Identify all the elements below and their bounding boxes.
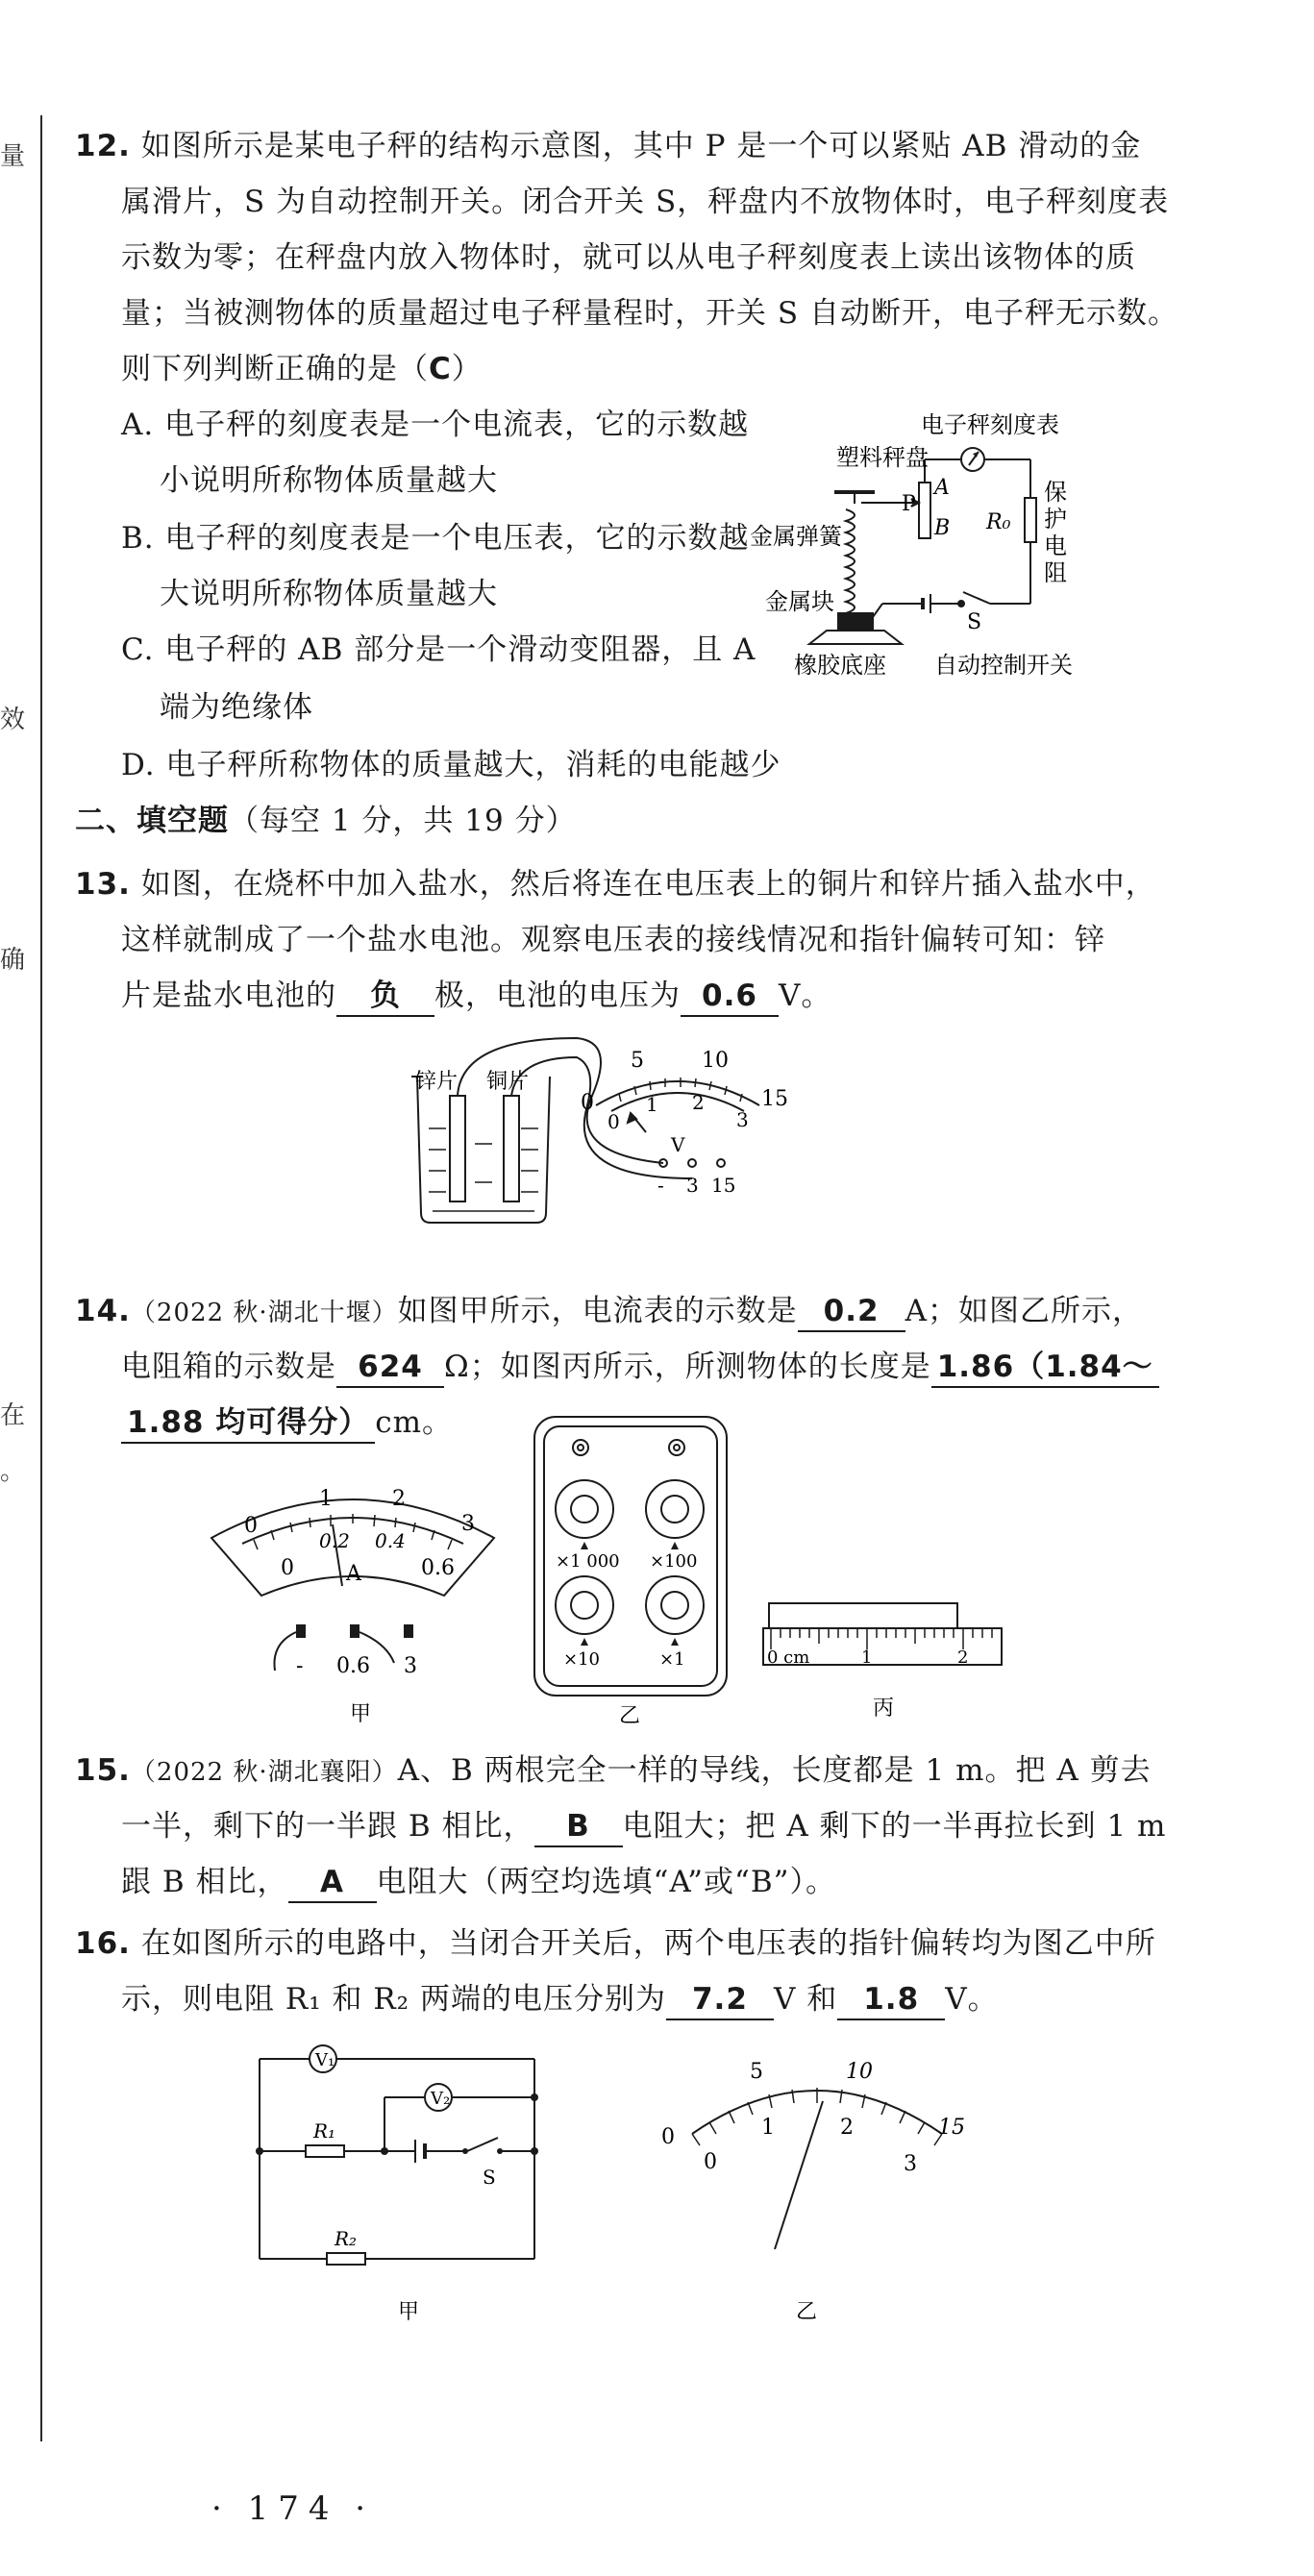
scale-label: 0 <box>244 1514 258 1538</box>
plate-label: 塑料秤盘 <box>836 444 929 471</box>
ruler-diagram <box>759 1596 1009 1730</box>
question-text: 则下列判断正确的是（ <box>121 352 429 386</box>
question-text: V。 <box>779 978 832 1013</box>
v2-label: V₂ <box>431 2089 451 2109</box>
copper-label: 铜片 <box>486 1070 530 1094</box>
margin-char: 。 <box>0 1457 26 1486</box>
answer-blank: 1.88 均可得分） <box>121 1403 375 1444</box>
scale-label: 2 <box>692 1091 705 1114</box>
circuit-diagram <box>246 2038 554 2326</box>
dial-multiplier: ×10 <box>563 1649 600 1670</box>
question-text: 跟 B 相比， <box>121 1865 288 1899</box>
answer-blank: 0.6 <box>681 977 779 1017</box>
protect-label: 护 <box>1044 506 1067 533</box>
question-text: 在如图所示的电路中，当闭合开关后，两个电压表的指针偏转均为图乙中所 <box>140 1926 1156 1961</box>
scale-label: 0.4 <box>375 1529 406 1552</box>
answer-blank: B <box>534 1807 623 1847</box>
question-text: Ω；如图丙所示，所测物体的长度是 <box>444 1350 931 1384</box>
answer-blank: 0.2 <box>798 1292 905 1332</box>
scale-label: 10 <box>846 2060 873 2084</box>
question-number: 16. <box>75 1926 131 1961</box>
scale-label: 15 <box>761 1087 788 1111</box>
question-text: 片是盐水电池的 <box>121 978 336 1013</box>
question-text: 电阻大（两空均选填“A”或“B”）。 <box>376 1865 837 1899</box>
terminal-label: 3 <box>404 1654 417 1678</box>
protect-label: 阻 <box>1044 559 1067 586</box>
scale-label: 15 <box>938 2116 965 2140</box>
question-text: 如图所示是某电子秤的结构示意图，其中 P 是一个可以紧贴 AB 滑动的金 <box>140 129 1142 163</box>
ruler-label: 2 <box>957 1647 969 1668</box>
margin-char: 效 <box>0 706 26 734</box>
question-source: （2022 秋·湖北十堰） <box>130 1299 398 1327</box>
margin-char: 量 <box>0 142 26 171</box>
scale-label: 0.2 <box>319 1529 350 1552</box>
option-d: D. 电子秤所称物体的质量越大，消耗的电能越少 <box>121 748 781 782</box>
r0-label: R₀ <box>986 510 1011 534</box>
answer-choice: C <box>429 352 452 386</box>
question-text: 极，电池的电压为 <box>434 978 681 1013</box>
option-a-cont: 小说明所称物体质量越大 <box>160 463 498 498</box>
block-label: 金属块 <box>765 588 834 615</box>
answer-blank: A <box>288 1863 377 1903</box>
terminal-label: 3 <box>686 1174 699 1197</box>
scale-label: 3 <box>736 1108 749 1131</box>
scale-label: 5 <box>631 1049 644 1073</box>
question-text: 属滑片，S 为自动控制开关。闭合开关 S，秤盘内不放物体时，电子秤刻度表 <box>121 185 1170 219</box>
point-b-label: B <box>934 516 951 540</box>
scale-label: 1 <box>646 1093 658 1116</box>
answer-blank: 负 <box>336 977 434 1017</box>
scale-label: 5 <box>750 2060 763 2084</box>
scale-label: 10 <box>702 1049 729 1073</box>
resistance-box-diagram <box>531 1413 732 1730</box>
zinc-label: 锌片 <box>415 1070 459 1094</box>
scale-label: 0.6 <box>421 1556 455 1580</box>
answer-blank: 624 <box>336 1348 444 1388</box>
dial-multiplier: ×100 <box>650 1551 698 1572</box>
question-number: 14. <box>75 1294 131 1328</box>
scale-label: 1 <box>761 2116 775 2140</box>
question-text: 这样就制成了一个盐水电池。观察电压表的接线情况和指针偏转可知：锌 <box>121 923 1105 957</box>
figure-caption-bing: 丙 <box>873 1697 895 1721</box>
slider-p-label: P <box>902 492 916 516</box>
scale-label: 0 <box>704 2150 717 2174</box>
option-a: A. 电子秤的刻度表是一个电流表，它的示数越 <box>121 408 750 442</box>
question-text: cm。 <box>375 1405 454 1440</box>
question-number: 13. <box>75 867 131 902</box>
dial-multiplier: ×1 000 <box>556 1551 620 1572</box>
question-text: A；如图乙所示， <box>905 1294 1144 1328</box>
question-text: ） <box>451 352 483 386</box>
ruler-label: 1 <box>861 1647 873 1668</box>
answer-blank: 1.86（1.84～ <box>931 1348 1159 1388</box>
unit-label: A <box>346 1562 361 1586</box>
answer-blank: 7.2 <box>666 1980 774 2020</box>
scale-label: 0 <box>281 1556 294 1580</box>
question-text: 示，则电阻 R₁ 和 R₂ 两端的电压分别为 <box>121 1982 666 2017</box>
switch-s-label: S <box>483 2166 496 2189</box>
r2-label: R₂ <box>335 2227 358 2250</box>
ruler-label: 0 cm <box>767 1647 810 1668</box>
scale-label: 0 <box>661 2125 675 2149</box>
spring-label: 金属弹簧 <box>750 523 842 550</box>
question-text: V 和 <box>773 1982 838 2017</box>
scale-label: 2 <box>840 2116 854 2140</box>
protect-label: 保 <box>1044 479 1067 506</box>
question-text: 量；当被测物体的质量超过电子秤量程时，开关 S 自动断开，电子秤无示数。 <box>121 296 1178 331</box>
margin-rule <box>40 115 42 2441</box>
scale-label: 0 <box>607 1110 620 1133</box>
question-text: V。 <box>945 1982 999 2017</box>
ammeter-diagram <box>204 1471 502 1730</box>
terminal-label: 15 <box>711 1174 736 1197</box>
section-heading <box>75 802 577 840</box>
terminal-label: - <box>657 1174 664 1197</box>
section-title: 二、填空题 <box>75 804 229 838</box>
scale-label: 0 <box>581 1091 594 1115</box>
question-number: 12. <box>75 129 131 163</box>
base-label: 橡胶底座 <box>794 652 886 679</box>
r1-label: R₁ <box>313 2119 336 2143</box>
terminal-label: 0.6 <box>336 1654 370 1678</box>
switch-caption: 自动控制开关 <box>934 652 1073 679</box>
switch-s-label: S <box>967 610 982 634</box>
figure-caption-jia: 甲 <box>398 2300 420 2324</box>
scale-label: 3 <box>461 1512 475 1536</box>
question-text: 示数为零；在秤盘内放入物体时，就可以从电子秤刻度表上读出该物体的质 <box>121 240 1136 275</box>
point-a-label: A <box>934 476 950 500</box>
terminal-label: - <box>296 1654 304 1678</box>
section-note: （每空 1 分，共 19 分） <box>229 804 577 838</box>
question-text: 如图，在烧杯中加入盐水，然后将连在电压表上的铜片和锌片插入盐水中， <box>140 867 1156 902</box>
scale-label: 1 <box>319 1487 333 1511</box>
voltmeter-dial-diagram <box>654 2038 980 2326</box>
scale-label: 2 <box>392 1487 406 1511</box>
salt-water-battery-diagram <box>404 1028 836 1230</box>
option-c-cont: 端为绝缘体 <box>160 690 313 725</box>
page-number-value: 174 <box>247 2489 339 2528</box>
question-text: A、B 两根完全一样的导线，长度都是 1 m。把 A 剪去 <box>397 1753 1152 1788</box>
figure-caption-jia: 甲 <box>350 1702 372 1726</box>
electronic-scale-diagram <box>750 404 1134 682</box>
question-text: 电阻大；把 A 剩下的一半再拉长到 1 m <box>622 1809 1167 1844</box>
question-source: （2022 秋·湖北襄阳） <box>130 1758 398 1787</box>
unit-label: V <box>671 1133 685 1156</box>
dial-multiplier: ×1 <box>659 1649 685 1670</box>
option-b-cont: 大说明所称物体质量越大 <box>160 577 498 611</box>
option-b: B. 电子秤的刻度表是一个电压表，它的示数越 <box>121 521 750 556</box>
meter-label: 电子秤刻度表 <box>921 411 1059 438</box>
protect-label: 电 <box>1044 533 1067 559</box>
question-text: 如图甲所示，电流表的示数是 <box>397 1294 798 1328</box>
v1-label: V₁ <box>315 2050 335 2070</box>
question-text: 电阻箱的示数是 <box>121 1350 336 1384</box>
answer-blank: 1.8 <box>837 1980 945 2020</box>
page-number: · 174 · <box>211 2489 376 2528</box>
figure-caption-yi: 乙 <box>796 2300 818 2324</box>
margin-char: 确 <box>0 946 26 975</box>
question-number: 15. <box>75 1753 131 1788</box>
option-c: C. 电子秤的 AB 部分是一个滑动变阻器，且 A <box>121 632 756 667</box>
question-text: 一半，剩下的一半跟 B 相比， <box>121 1809 534 1844</box>
scale-label: 3 <box>904 2152 917 2176</box>
figure-caption-yi: 乙 <box>619 1704 641 1728</box>
margin-char: 在 <box>0 1401 26 1430</box>
